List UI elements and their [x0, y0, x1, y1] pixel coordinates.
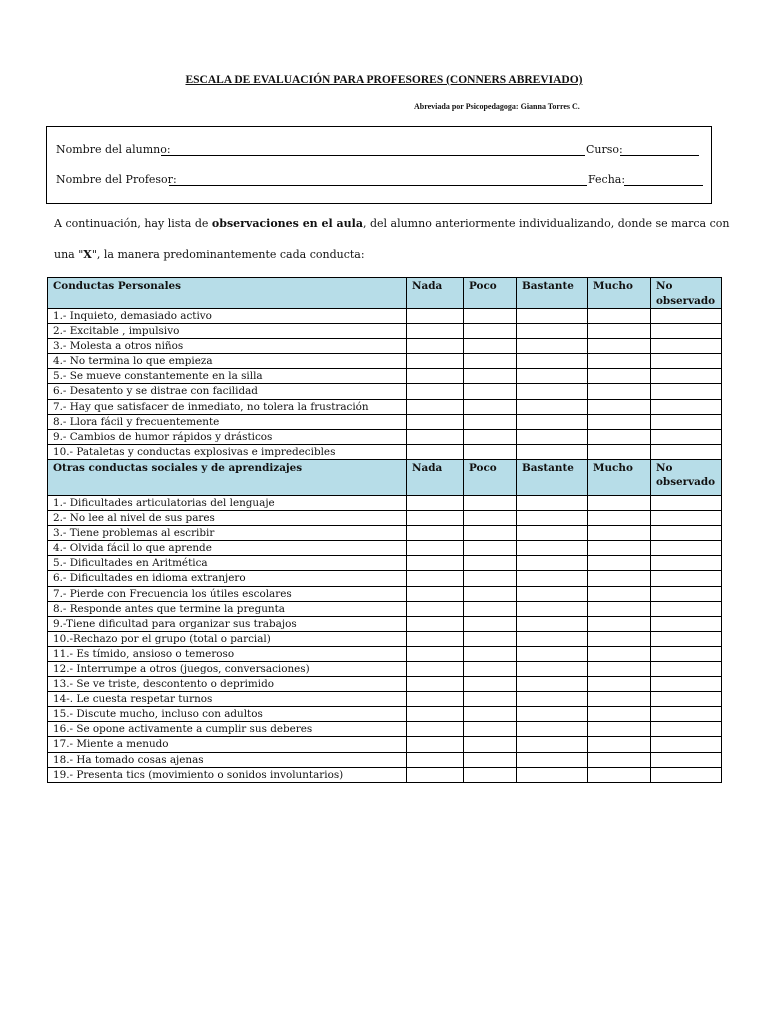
rating-cell[interactable] [651, 571, 722, 586]
column-header: Poco [464, 278, 517, 309]
rating-cell[interactable] [464, 526, 517, 541]
rating-cell[interactable] [407, 369, 464, 384]
rating-cell[interactable] [588, 601, 651, 616]
behavior-label: 6.- Dificultades en idioma extranjero [48, 571, 407, 586]
instructions-emphasis: X [83, 248, 92, 261]
rating-cell[interactable] [651, 309, 722, 324]
rating-cell[interactable] [517, 722, 588, 737]
behavior-label: 9.-Tiene dificultad para organizar sus trabajos [48, 616, 407, 631]
rating-cell[interactable] [651, 661, 722, 676]
table-row [48, 526, 722, 541]
behavior-label: 1.- Dificultades articulatorias del lenguaje [48, 495, 407, 510]
table-row [48, 556, 722, 571]
rating-cell[interactable] [464, 556, 517, 571]
table-row [48, 767, 722, 782]
course-field[interactable] [620, 155, 699, 156]
rating-cell[interactable] [517, 526, 588, 541]
rating-cell[interactable] [464, 384, 517, 399]
rating-cell[interactable] [588, 511, 651, 526]
rating-cell[interactable] [407, 414, 464, 429]
rating-cell[interactable] [407, 541, 464, 556]
behavior-label: 4.- Olvida fácil lo que aprende [48, 541, 407, 556]
behavior-label: 10.-Rechazo por el grupo (total o parcial) [48, 631, 407, 646]
rating-cell[interactable] [517, 324, 588, 339]
table-row [48, 737, 722, 752]
rating-cell[interactable] [651, 384, 722, 399]
section-header-row [48, 459, 722, 495]
rating-cell[interactable] [517, 414, 588, 429]
rating-cell[interactable] [517, 444, 588, 459]
rating-cell[interactable] [588, 767, 651, 782]
rating-cell[interactable] [464, 661, 517, 676]
rating-cell[interactable] [588, 414, 651, 429]
section-title: Otras conductas sociales y de aprendizajes [48, 459, 407, 495]
rating-cell[interactable] [407, 752, 464, 767]
rating-cell[interactable] [407, 309, 464, 324]
rating-cell[interactable] [407, 692, 464, 707]
rating-cell[interactable] [588, 384, 651, 399]
rating-cell[interactable] [407, 737, 464, 752]
column-header: Mucho [588, 459, 651, 495]
rating-cell[interactable] [407, 722, 464, 737]
rating-cell[interactable] [651, 677, 722, 692]
rating-cell[interactable] [651, 541, 722, 556]
behavior-label: 7.- Hay que satisfacer de inmediato, no tolera la frustración [48, 399, 407, 414]
rating-cell[interactable] [651, 556, 722, 571]
instructions-text: A continuación, hay lista de [54, 217, 212, 230]
instructions-text: una " [54, 248, 84, 261]
behavior-label: 18.- Ha tomado cosas ajenas [48, 752, 407, 767]
table-row [48, 414, 722, 429]
rating-cell[interactable] [651, 324, 722, 339]
section-header-row [48, 278, 722, 309]
table-row [48, 324, 722, 339]
student-name-field[interactable] [161, 155, 585, 156]
table-row [48, 707, 722, 722]
rating-cell[interactable] [407, 767, 464, 782]
rating-cell[interactable] [651, 444, 722, 459]
student-name-label: Nombre del alumno: [56, 143, 171, 156]
rating-cell[interactable] [517, 646, 588, 661]
rating-cell[interactable] [588, 631, 651, 646]
table-row [48, 444, 722, 459]
rating-cell[interactable] [588, 556, 651, 571]
behavior-label: 10.- Pataletas y conductas explosivas e impredecibles [48, 444, 407, 459]
rating-cell[interactable] [588, 707, 651, 722]
rating-cell[interactable] [651, 707, 722, 722]
table-row [48, 429, 722, 444]
table-row [48, 646, 722, 661]
table-row [48, 511, 722, 526]
rating-cell[interactable] [651, 692, 722, 707]
rating-cell[interactable] [407, 586, 464, 601]
table-row [48, 631, 722, 646]
rating-cell[interactable] [407, 677, 464, 692]
column-header: No observado [651, 278, 722, 309]
rating-cell[interactable] [464, 677, 517, 692]
rating-cell[interactable] [464, 495, 517, 510]
rating-cell[interactable] [407, 495, 464, 510]
rating-cell[interactable] [517, 354, 588, 369]
rating-cell[interactable] [517, 556, 588, 571]
rating-cell[interactable] [651, 369, 722, 384]
rating-cell[interactable] [588, 692, 651, 707]
rating-cell[interactable] [588, 661, 651, 676]
column-header: Poco [464, 459, 517, 495]
column-header: Bastante [517, 278, 588, 309]
rating-cell[interactable] [588, 586, 651, 601]
behavior-label: 8.- Responde antes que termine la pregunta [48, 601, 407, 616]
rating-cell[interactable] [651, 414, 722, 429]
document-title: ESCALA DE EVALUACIÓN PARA PROFESORES (CONNERS ABREVIADO) [185, 74, 583, 86]
rating-cell[interactable] [517, 339, 588, 354]
table-row [48, 616, 722, 631]
evaluation-table [47, 277, 722, 783]
rating-cell[interactable] [464, 586, 517, 601]
rating-cell[interactable] [464, 692, 517, 707]
rating-cell[interactable] [464, 324, 517, 339]
rating-cell[interactable] [588, 309, 651, 324]
table-row [48, 677, 722, 692]
rating-cell[interactable] [588, 541, 651, 556]
rating-cell[interactable] [464, 429, 517, 444]
rating-cell[interactable] [517, 767, 588, 782]
rating-cell[interactable] [651, 339, 722, 354]
rating-cell[interactable] [517, 661, 588, 676]
rating-cell[interactable] [588, 752, 651, 767]
rating-cell[interactable] [407, 616, 464, 631]
instructions-line-2 [54, 248, 365, 261]
rating-cell[interactable] [464, 339, 517, 354]
rating-cell[interactable] [651, 767, 722, 782]
rating-cell[interactable] [651, 752, 722, 767]
table-row [48, 586, 722, 601]
table-row [48, 369, 722, 384]
table-row [48, 722, 722, 737]
rating-cell[interactable] [407, 646, 464, 661]
behavior-label: 7.- Pierde con Frecuencia los útiles escolares [48, 586, 407, 601]
behavior-label: 19.- Presenta tics (movimiento o sonidos involuntarios) [48, 767, 407, 782]
rating-cell[interactable] [517, 309, 588, 324]
rating-cell[interactable] [407, 339, 464, 354]
rating-cell[interactable] [588, 571, 651, 586]
rating-cell[interactable] [517, 677, 588, 692]
rating-cell[interactable] [588, 369, 651, 384]
table-row [48, 339, 722, 354]
rating-cell[interactable] [464, 399, 517, 414]
rating-cell[interactable] [517, 384, 588, 399]
rating-cell[interactable] [517, 631, 588, 646]
document-subtitle: Abreviada por Psicopedagoga: Gianna Torres C. [414, 102, 580, 111]
rating-cell[interactable] [517, 707, 588, 722]
rating-cell[interactable] [651, 399, 722, 414]
rating-cell[interactable] [407, 631, 464, 646]
rating-cell[interactable] [464, 767, 517, 782]
rating-cell[interactable] [517, 601, 588, 616]
rating-cell[interactable] [464, 541, 517, 556]
rating-cell[interactable] [464, 354, 517, 369]
rating-cell[interactable] [464, 444, 517, 459]
rating-cell[interactable] [517, 369, 588, 384]
rating-cell[interactable] [588, 399, 651, 414]
rating-cell[interactable] [651, 511, 722, 526]
behavior-label: 8.- Llora fácil y frecuentemente [48, 414, 407, 429]
behavior-label: 1.- Inquieto, demasiado activo [48, 309, 407, 324]
student-info-box [46, 126, 712, 204]
rating-cell[interactable] [651, 526, 722, 541]
table-row [48, 354, 722, 369]
table-row [48, 309, 722, 324]
column-header: Nada [407, 278, 464, 309]
rating-cell[interactable] [464, 309, 517, 324]
behavior-label: 2.- No lee al nivel de sus pares [48, 511, 407, 526]
rating-cell[interactable] [588, 646, 651, 661]
behavior-label: 12.- Interrumpe a otros (juegos, conversaciones) [48, 661, 407, 676]
behavior-label: 16.- Se opone activamente a cumplir sus deberes [48, 722, 407, 737]
table-row [48, 601, 722, 616]
rating-cell[interactable] [464, 646, 517, 661]
rating-cell[interactable] [464, 601, 517, 616]
behavior-label: 4.- No termina lo que empieza [48, 354, 407, 369]
rating-cell[interactable] [517, 586, 588, 601]
rating-cell[interactable] [464, 414, 517, 429]
teacher-name-label: Nombre del Profesor: [56, 173, 177, 186]
table-row [48, 541, 722, 556]
rating-cell[interactable] [588, 677, 651, 692]
table-row [48, 384, 722, 399]
rating-cell[interactable] [588, 737, 651, 752]
rating-cell[interactable] [407, 384, 464, 399]
rating-cell[interactable] [588, 339, 651, 354]
rating-cell[interactable] [588, 722, 651, 737]
instructions-text: ", la manera predominantemente cada conducta: [91, 248, 365, 261]
rating-cell[interactable] [651, 722, 722, 737]
column-header: Mucho [588, 278, 651, 309]
behavior-label: 3.- Molesta a otros niños [48, 339, 407, 354]
teacher-name-field[interactable] [169, 185, 587, 186]
rating-cell[interactable] [588, 324, 651, 339]
table-row [48, 495, 722, 510]
behavior-label: 17.- Miente a menudo [48, 737, 407, 752]
rating-cell[interactable] [651, 616, 722, 631]
rating-cell[interactable] [464, 707, 517, 722]
rating-cell[interactable] [407, 444, 464, 459]
rating-cell[interactable] [464, 737, 517, 752]
rating-cell[interactable] [517, 399, 588, 414]
date-field[interactable] [624, 185, 703, 186]
column-header: Bastante [517, 459, 588, 495]
rating-cell[interactable] [588, 495, 651, 510]
instructions-emphasis: observaciones en el aula [211, 217, 363, 230]
behavior-label: 5.- Dificultades en Aritmética [48, 556, 407, 571]
rating-cell[interactable] [651, 646, 722, 661]
rating-cell[interactable] [588, 616, 651, 631]
rating-cell[interactable] [517, 692, 588, 707]
rating-cell[interactable] [517, 511, 588, 526]
behavior-label: 11.- Es tímido, ansioso o temeroso [48, 646, 407, 661]
rating-cell[interactable] [651, 737, 722, 752]
rating-cell[interactable] [517, 616, 588, 631]
rating-cell[interactable] [517, 495, 588, 510]
rating-cell[interactable] [651, 586, 722, 601]
rating-cell[interactable] [464, 752, 517, 767]
rating-cell[interactable] [464, 369, 517, 384]
rating-cell[interactable] [407, 324, 464, 339]
column-header: No observado [651, 459, 722, 495]
rating-cell[interactable] [464, 616, 517, 631]
rating-cell[interactable] [407, 707, 464, 722]
rating-cell[interactable] [517, 541, 588, 556]
instructions-line-1 [54, 217, 729, 230]
rating-cell[interactable] [651, 354, 722, 369]
behavior-label: 2.- Excitable , impulsivo [48, 324, 407, 339]
instructions-text: , del alumno anteriormente individualizando, donde se marca con [362, 217, 730, 230]
rating-cell[interactable] [407, 511, 464, 526]
rating-cell[interactable] [407, 429, 464, 444]
course-label: Curso: [586, 143, 623, 156]
rating-cell[interactable] [407, 399, 464, 414]
section-title: Conductas Personales [48, 278, 407, 309]
rating-cell[interactable] [407, 354, 464, 369]
table-row [48, 399, 722, 414]
behavior-label: 13.- Se ve triste, descontento o deprimido [48, 677, 407, 692]
rating-cell[interactable] [464, 631, 517, 646]
behavior-label: 15.- Discute mucho, incluso con adultos [48, 707, 407, 722]
rating-cell[interactable] [588, 444, 651, 459]
rating-cell[interactable] [464, 571, 517, 586]
rating-cell[interactable] [464, 511, 517, 526]
rating-cell[interactable] [588, 354, 651, 369]
rating-cell[interactable] [588, 526, 651, 541]
table-row [48, 752, 722, 767]
column-header: Nada [407, 459, 464, 495]
rating-cell[interactable] [407, 556, 464, 571]
rating-cell[interactable] [407, 661, 464, 676]
behavior-label: 14-. Le cuesta respetar turnos [48, 692, 407, 707]
rating-cell[interactable] [517, 571, 588, 586]
rating-cell[interactable] [588, 429, 651, 444]
rating-cell[interactable] [517, 737, 588, 752]
rating-cell[interactable] [651, 601, 722, 616]
rating-cell[interactable] [651, 495, 722, 510]
rating-cell[interactable] [517, 752, 588, 767]
table-row [48, 661, 722, 676]
rating-cell[interactable] [407, 571, 464, 586]
behavior-label: 9.- Cambios de humor rápidos y drásticos [48, 429, 407, 444]
table-row [48, 692, 722, 707]
date-label: Fecha: [588, 173, 626, 186]
behavior-label: 3.- Tiene problemas al escribir [48, 526, 407, 541]
rating-cell[interactable] [651, 429, 722, 444]
rating-cell[interactable] [651, 631, 722, 646]
rating-cell[interactable] [517, 429, 588, 444]
rating-cell[interactable] [407, 601, 464, 616]
rating-cell[interactable] [464, 722, 517, 737]
behavior-label: 6.- Desatento y se distrae con facilidad [48, 384, 407, 399]
table-row [48, 571, 722, 586]
behavior-label: 5.- Se mueve constantemente en la silla [48, 369, 407, 384]
rating-cell[interactable] [407, 526, 464, 541]
